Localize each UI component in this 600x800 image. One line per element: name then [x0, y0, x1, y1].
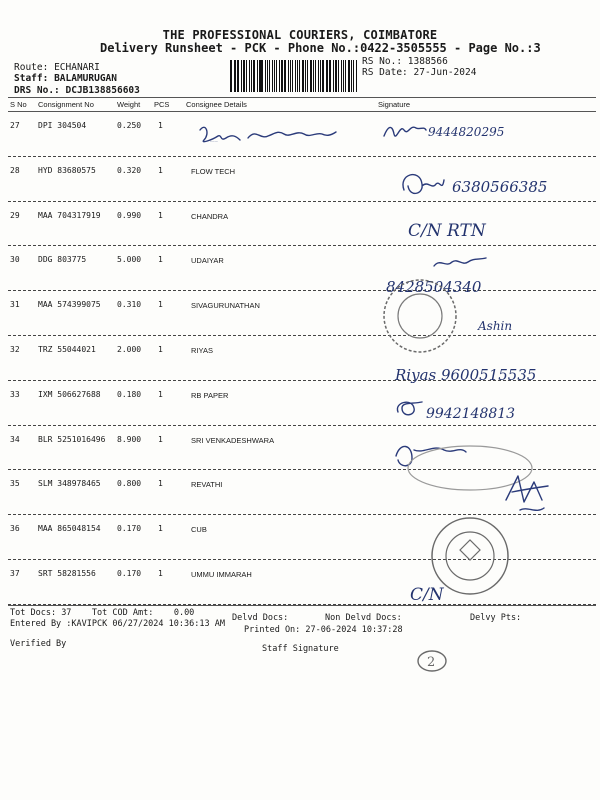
- signature-r33: [397, 402, 515, 422]
- signature-r32-text: Riyas 9600515535: [395, 366, 537, 384]
- barcode-bar: [356, 60, 357, 92]
- row-weight: 0.990: [117, 210, 142, 220]
- barcode-bar: [284, 60, 286, 92]
- barcode-bar: [341, 60, 343, 92]
- barcode-bar: [279, 60, 280, 92]
- printed-on-label: Printed On:: [244, 625, 301, 635]
- route-label: Route:: [14, 62, 49, 73]
- row-weight: 5.000: [117, 255, 142, 265]
- barcode-bar: [353, 60, 354, 92]
- entered-by-value: KAVIPCK 06/27/2024 10:36:13 AM: [71, 619, 225, 629]
- barcode-bar: [267, 60, 269, 92]
- row-divider: [8, 380, 596, 381]
- row-consignment-no: DPI 304504: [38, 121, 87, 130]
- barcode-bar: [322, 60, 324, 92]
- row-divider: [8, 156, 596, 157]
- signature-r30-text: 8428504340: [386, 278, 482, 296]
- row-pcs: 1: [158, 121, 163, 130]
- footer-totals: [10, 608, 194, 618]
- row-pcs: 1: [158, 210, 163, 220]
- barcode-bar: [348, 60, 350, 92]
- rs-date-line: [362, 67, 476, 78]
- signature-r29-text: C/N RTN: [408, 221, 486, 241]
- barcode-bar: [320, 60, 321, 92]
- row-consignment-no: MAA 865048154: [38, 524, 101, 534]
- drs-value: DCJB138856603: [65, 85, 140, 96]
- row-consignment-no: SRT 58281556: [38, 569, 96, 578]
- company-title: THE PROFESSIONAL COURIERS, COIMBATORE: [162, 28, 438, 42]
- delvd-docs-label: Delvd Docs:: [232, 613, 289, 623]
- barcode-bar: [338, 60, 339, 92]
- row-consignee: SRI VENKADESHWARA: [191, 435, 275, 445]
- barcode-bar: [281, 60, 283, 92]
- barcode-bar: [305, 60, 306, 92]
- barcode-bar: [351, 60, 353, 92]
- header-bottom-rule: [8, 111, 596, 112]
- row-sno: 28: [10, 165, 20, 175]
- col-sno: S No: [10, 100, 27, 109]
- row-sno: 32: [10, 345, 20, 354]
- barcode-bar: [257, 60, 258, 92]
- barcode-bar: [234, 60, 235, 92]
- barcode-bar: [313, 60, 314, 92]
- staff-line: [14, 73, 117, 84]
- row-divider: [8, 469, 596, 470]
- row-consignment-no: SLM 348978465: [38, 479, 101, 489]
- row-pcs: 1: [158, 479, 163, 489]
- row-consignment-no: MAA 574399075: [38, 300, 101, 310]
- row-weight: 0.170: [117, 524, 142, 534]
- row-consignee: UMMU IMMARAH: [191, 570, 252, 579]
- row-pcs: 1: [158, 165, 163, 175]
- barcode-bar: [237, 60, 239, 92]
- barcode-bar: [230, 60, 232, 92]
- delvy-pts-label: Delvy Pts:: [470, 613, 522, 623]
- row-pcs: 1: [158, 524, 163, 534]
- barcode-bar: [295, 60, 296, 92]
- row-pcs: 1: [158, 434, 163, 444]
- row-weight: 0.250: [117, 121, 142, 130]
- row-weight: 0.800: [117, 479, 142, 489]
- handwritten-name-r27: [200, 127, 336, 143]
- signature-r37-text: C/N: [410, 585, 444, 605]
- row-divider: [8, 514, 596, 515]
- footer-rule: [8, 605, 596, 606]
- row-weight: 0.310: [117, 300, 142, 310]
- tot-cod-value: 0.00: [173, 608, 195, 618]
- row-weight: 0.320: [117, 165, 142, 175]
- barcode-bar: [299, 60, 301, 92]
- row-weight: 0.180: [117, 389, 142, 399]
- stamp-r34: [396, 446, 532, 490]
- tot-cod-label: Tot COD Amt:: [91, 608, 154, 618]
- rs-no-label: RS No.:: [362, 56, 403, 67]
- barcode-bar: [260, 60, 262, 92]
- barcode-bar: [288, 60, 289, 92]
- route-line: [14, 62, 100, 73]
- barcode-bar: [297, 60, 298, 92]
- barcode-bar: [343, 60, 344, 92]
- staff-signature: Staff Signature: [262, 644, 339, 654]
- barcode-bar: [265, 60, 266, 92]
- row-consignee: SIVAGURUNATHAN: [191, 301, 260, 311]
- row-consignment-no: MAA 704317919: [38, 210, 101, 220]
- tot-docs-value: 37: [61, 608, 72, 618]
- printed-on-value: 27-06-2024 10:37:28: [305, 625, 403, 635]
- row-consignment-no: BLR 5251016496: [38, 434, 106, 444]
- barcode-bar: [345, 60, 346, 92]
- barcode-bar: [327, 60, 328, 92]
- row-consignment-no: IXM 506627688: [38, 389, 101, 399]
- barcode-bar: [307, 60, 308, 92]
- row-consignee: REVATHI: [191, 480, 223, 490]
- barcode-bar: [290, 60, 291, 92]
- drs-line: [14, 85, 140, 96]
- row-sno: 37: [10, 569, 20, 578]
- barcode-bar: [318, 60, 320, 92]
- entered-by-label: Entered By :: [10, 619, 72, 629]
- barcode-bar: [249, 60, 250, 92]
- rs-no-value: 1388566: [407, 56, 448, 67]
- signature-r28: [403, 175, 547, 196]
- row-divider: [8, 425, 596, 426]
- barcode-bar: [235, 60, 236, 92]
- row-weight: 8.900: [117, 434, 142, 444]
- rs-date-value: 27-Jun-2024: [413, 67, 477, 78]
- barcode-bar: [272, 60, 273, 92]
- barcode-bar: [276, 60, 277, 92]
- row-consignee: RIYAS: [191, 346, 213, 355]
- row-sno: 30: [10, 255, 20, 265]
- row-divider: [8, 335, 596, 336]
- barcode-bar: [315, 60, 316, 92]
- page-circle-mark: [418, 651, 446, 671]
- route-value: ECHANARI: [54, 62, 100, 73]
- row-sno: 29: [10, 210, 20, 220]
- barcode-bar: [259, 60, 260, 92]
- barcode-bar: [329, 60, 331, 92]
- row-divider: [8, 245, 596, 246]
- row-consignee: UDAIYAR: [191, 256, 224, 266]
- barcode-bar: [246, 60, 247, 92]
- barcode: [230, 60, 358, 92]
- handwritten-name-r27-text: Sudhan Avenue: [210, 142, 218, 143]
- row-sno: 34: [10, 434, 20, 444]
- barcode-bar: [243, 60, 245, 92]
- verified-by: Verified By: [10, 639, 67, 649]
- col-consignee: Consignee Details: [186, 100, 247, 109]
- drs-label: DRS No.:: [14, 85, 60, 96]
- printed-on-line: [244, 625, 403, 635]
- bank-seal-r36: [432, 518, 508, 594]
- row-pcs: 1: [158, 389, 163, 399]
- row-sno: 33: [10, 389, 20, 399]
- row-consignee: RB PAPER: [191, 390, 229, 400]
- staff-label: Staff:: [14, 73, 49, 84]
- tot-docs-label: Tot Docs:: [10, 608, 57, 618]
- row-sno: 31: [10, 300, 20, 310]
- col-signature: Signature: [378, 100, 411, 109]
- barcode-bar: [274, 60, 276, 92]
- header-top-rule: [8, 97, 596, 98]
- row-consignee: CHANDRA: [191, 211, 229, 221]
- barcode-bar: [251, 60, 253, 92]
- row-pcs: 1: [158, 345, 163, 354]
- row-consignment-no: HYD 83680575: [38, 165, 96, 175]
- row-weight: 0.170: [117, 569, 142, 578]
- rs-no-line: [362, 56, 448, 67]
- runsheet-subtitle: Delivery Runsheet - PCK - Phone No.:0422-3505555 - Page No.:3: [100, 41, 541, 55]
- barcode-bar: [310, 60, 312, 92]
- staff-value: BALAMURUGAN: [54, 73, 117, 84]
- barcode-bar: [269, 60, 270, 92]
- entered-by-line: [10, 619, 225, 629]
- signature-r35: [506, 476, 548, 510]
- barcode-bar: [241, 60, 242, 92]
- barcode-bar: [333, 60, 334, 92]
- row-divider: [8, 559, 596, 560]
- row-consignment-no: TRZ 55044021: [38, 345, 96, 354]
- barcode-bar: [302, 60, 304, 92]
- signature-r27: [384, 125, 504, 139]
- row-pcs: 1: [158, 255, 163, 265]
- barcode-bar: [253, 60, 255, 92]
- row-sno: 36: [10, 524, 20, 534]
- row-consignee: FLOW TECH: [191, 166, 236, 176]
- row-weight: 2.000: [117, 345, 142, 354]
- row-divider: [8, 201, 596, 202]
- non-delvd-docs-label: Non Delvd Docs:: [325, 613, 402, 623]
- page-circle-mark-text: 2: [427, 655, 436, 670]
- col-pcs: PCS: [154, 100, 170, 109]
- row-sno: 35: [10, 479, 20, 489]
- row-divider: [8, 290, 596, 291]
- row-consignee: CUB: [191, 525, 207, 535]
- signature-r31-text: Ashin: [478, 319, 513, 333]
- signature-r27-text: 9444820295: [428, 125, 505, 139]
- signature-r33-text: 9942148813: [426, 406, 516, 422]
- row-pcs: 1: [158, 300, 163, 310]
- row-sno: 27: [10, 121, 20, 130]
- col-consignment: Consignment No: [38, 100, 94, 109]
- col-weight: Weight: [117, 100, 141, 109]
- barcode-bar: [326, 60, 327, 92]
- signature-r28-text: 6380566385: [452, 178, 548, 196]
- rs-date-label: RS Date:: [362, 67, 408, 78]
- row-consignment-no: DDG 803775: [38, 255, 87, 265]
- barcode-bar: [335, 60, 337, 92]
- barcode-bar: [292, 60, 294, 92]
- row-pcs: 1: [158, 569, 163, 578]
